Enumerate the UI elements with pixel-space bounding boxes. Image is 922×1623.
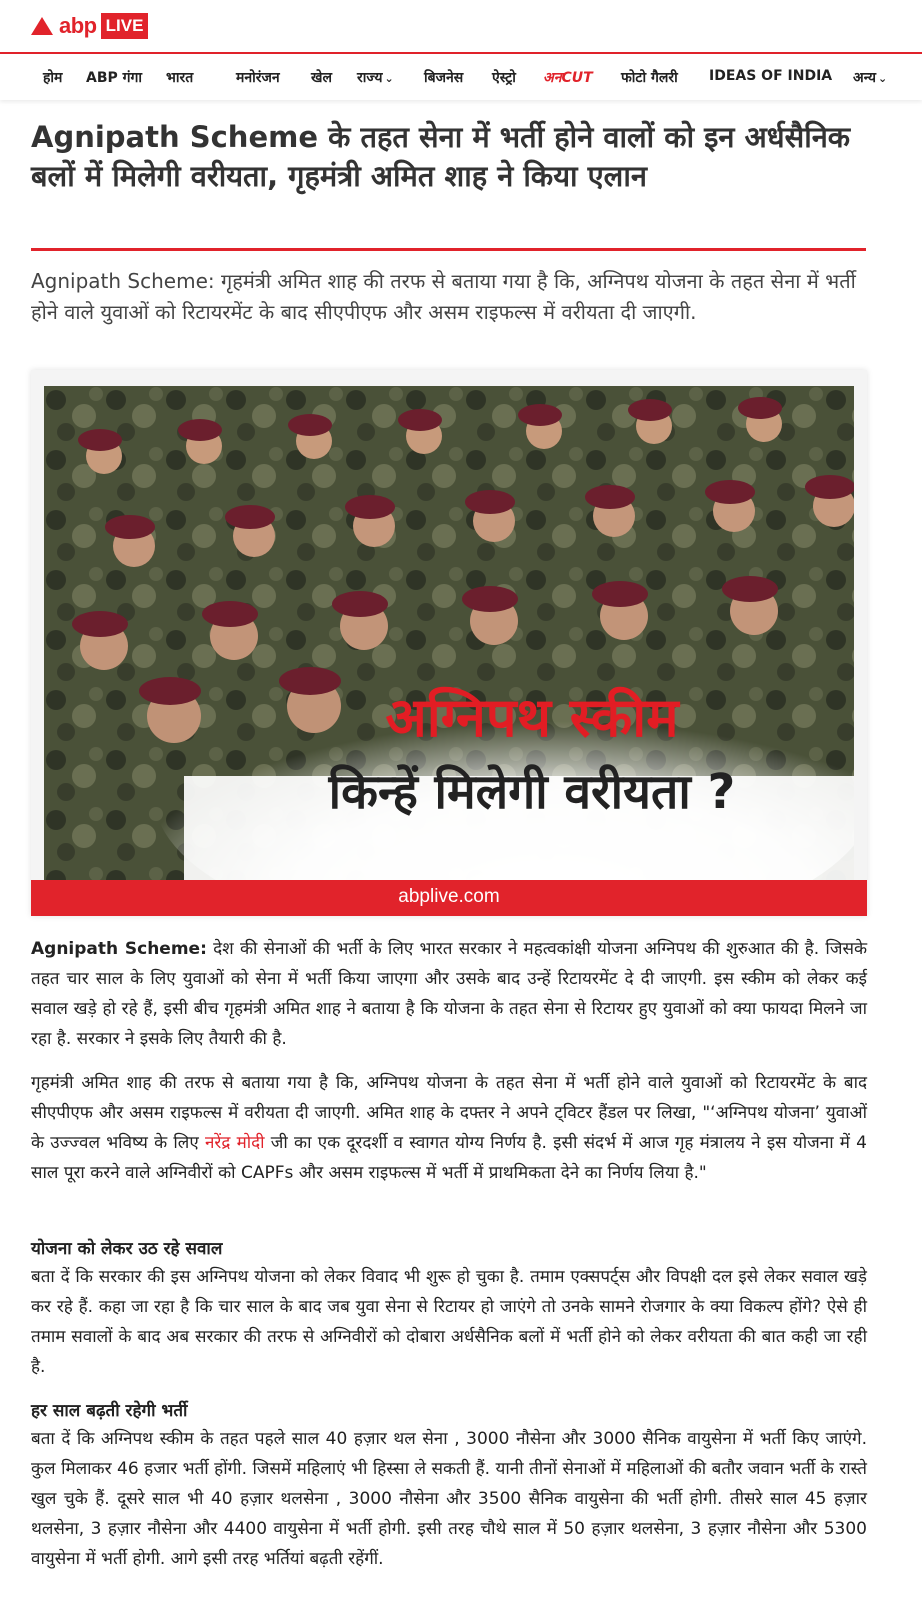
subheading-recruitment-growth: हर साल बढ़ती रहेगी भर्ती bbox=[31, 1401, 188, 1421]
paragraph-1-text: देश की सेनाओं की भर्ती के लिए भारत सरकार ने महत्वकांक्षी योजना अग्निपथ की शुरुआत की है. जिसके तहत चार साल के लिए युवाओं को सेना में भर्ती किया जाएगा और उसके बाद उन्हें रिटायरमेंट दे दी जाएगी. इस स्कीम को लेकर कई सवाल खड़े हो रहे हैं, इसी बीच गृहमंत्री अमित शाह ने बताया है कि योजना के तहत सेना से रिटायर हुए युवाओं को क्या फायदा मिलने जा रहा है. सरकार ने इसके लिए तैयारी की है. bbox=[31, 939, 868, 1049]
main-nav bbox=[0, 54, 922, 100]
narendra-modi-link[interactable]: नरेंद्र मोदी bbox=[204, 1133, 265, 1153]
nav-item-bharat[interactable]: भारत bbox=[166, 70, 194, 86]
article-paragraph-2 bbox=[31, 1068, 867, 1188]
chevron-down-icon: ⌄ bbox=[384, 72, 394, 85]
nav-item-home[interactable]: होम bbox=[43, 70, 63, 86]
hero-credit-band bbox=[31, 880, 867, 916]
nav-item-ideas-of-india[interactable]: IDEAS OF INDIA bbox=[709, 68, 833, 84]
nav-item-abp-ganga[interactable]: ABP गंगा bbox=[86, 70, 143, 86]
hero-image-card bbox=[31, 370, 867, 916]
subheading-questions: योजना को लेकर उठ रहे सवाल bbox=[31, 1239, 223, 1259]
paragraph-lead-label: Agnipath Scheme: bbox=[31, 939, 207, 959]
nav-item-rajya[interactable] bbox=[357, 68, 394, 87]
nav-item-manoranjan[interactable]: मनोरंजन bbox=[236, 70, 280, 86]
overlay-headline-black: किन्हें मिलेगी वरीयता ? bbox=[328, 764, 736, 820]
chevron-down-icon: ⌄ bbox=[877, 72, 888, 85]
article-title: Agnipath Scheme के तहत सेना में भर्ती होने वालों को इन अर्धसैनिक बलों में मिलेगी वरीयता, गृहमंत्री अमित शाह ने किया एलान bbox=[31, 120, 851, 193]
hero-image[interactable] bbox=[44, 386, 854, 880]
paragraph-2-text-b: जी का एक दूरदर्शी व स्वागत योग्य निर्णय है. इसी संदर्भ में आज गृह मंत्रालय ने इस योजना में 4 साल पूरा करने वाले अग्निवीरों को CAPFs और असम राइफल्स में भर्ती में प्राथमिकता देने का निर्णय लिया है." bbox=[31, 1133, 868, 1183]
nav-item-khel[interactable]: खेल bbox=[311, 70, 332, 86]
logo-abp-text: abp bbox=[59, 13, 97, 38]
article-paragraph-3: बता दें कि सरकार की इस अग्निपथ योजना को लेकर विवाद भी शुरू हो चुका है. तमाम एक्सपर्ट्स और विपक्षी दल इसे लेकर सवाल खड़े कर रहे हैं. कहा जा रहा है कि चार साल के बाद जब युवा सेना से रिटायर हो जाएंगे तो उनके सामने रोजगार के क्या विकल्प होंगे? ऐसे ही तमाम सवालों के बाद अब सरकार की तरफ से अग्निवीरों को दोबारा अर्धसैनिक बलों में भर्ती होने को लेकर वरीयता की बात कही जा रही है. bbox=[31, 1267, 867, 1377]
article-paragraph-1 bbox=[31, 934, 867, 1054]
top-bar bbox=[0, 0, 922, 54]
logo-live-badge: LIVE bbox=[101, 13, 149, 39]
nav-item-anya[interactable] bbox=[853, 68, 887, 87]
abp-triangle-icon bbox=[31, 17, 53, 35]
nav-item-uncut[interactable]: अनCUT bbox=[543, 70, 593, 86]
article-paragraph-4: बता दें कि अग्निपथ स्कीम के तहत पहले साल 40 हज़ार थल सेना , 3000 नौसेना और 3000 सैनिक वायुसेना में भर्ती किए जाएंगे. कुल मिलाकर 46 हजार भर्ती होंगी. जिसमें महिलाएं भी हिस्सा ले सकती हैं. यानी तीनों सेनाओं में महिलाओं की बतौर जवान भर्ती के रास्ते खुल चुके हैं. दूसरे साल भी 40 हज़ार थलसेना , 3000 नौसेना और 3500 सैनिक वायुसेना की भर्ती होगी. तीसरे साल 45 हज़ार थलसेना, 3 हज़ार नौसेना और 4400 वायुसेना में भर्ती होगी. इसी तरह चौथे साल में 50 हज़ार थलसेना, 3 हज़ार नौसेना और 5300 वायुसेना में भर्ती होगी. आगे इसी तरह भर्तियां बढ़ती रहेंगीं. bbox=[31, 1429, 867, 1569]
nav-item-business[interactable]: बिजनेस bbox=[424, 70, 464, 86]
abp-live-logo[interactable] bbox=[31, 13, 148, 39]
nav-item-astro[interactable]: ऐस्ट्रो bbox=[492, 70, 516, 86]
nav-item-photo-gallery[interactable]: फोटो गैलरी bbox=[621, 70, 678, 86]
article-lede: Agnipath Scheme: गृहमंत्री अमित शाह की तरफ से बताया गया है कि, अग्निपथ योजना के तहत सेना में भर्ती होने वाले युवाओं को रिटायरमेंट के बाद सीएपीएफ और असम राइफल्स में वरीयता दी जाएगी. bbox=[31, 269, 856, 324]
hero-overlay-text bbox=[212, 666, 852, 836]
overlay-headline-red: अग्निपथ स्कीम bbox=[385, 686, 679, 749]
hero-credit-text: abplive.com bbox=[398, 886, 500, 907]
nav-item-rajya-label: राज्य bbox=[357, 70, 383, 86]
nav-item-anya-label: अन्य bbox=[853, 70, 876, 86]
paragraph-2-text-a: गृहमंत्री अमित शाह की तरफ से बताया गया है कि, अग्निपथ योजना के तहत सेना में भर्ती होने वाले युवाओं को रिटायरमेंट के बाद सीएपीएफ और असम राइफल्स में वरीयता दी जाएगी. अमित शाह के दफ्तर ने अपने ट्विटर हैंडल पर लिखा, "‘अग्निपथ योजना’ युवाओं के उज्ज्वल भविष्य के लिए bbox=[31, 1073, 867, 1153]
title-divider bbox=[31, 248, 866, 251]
